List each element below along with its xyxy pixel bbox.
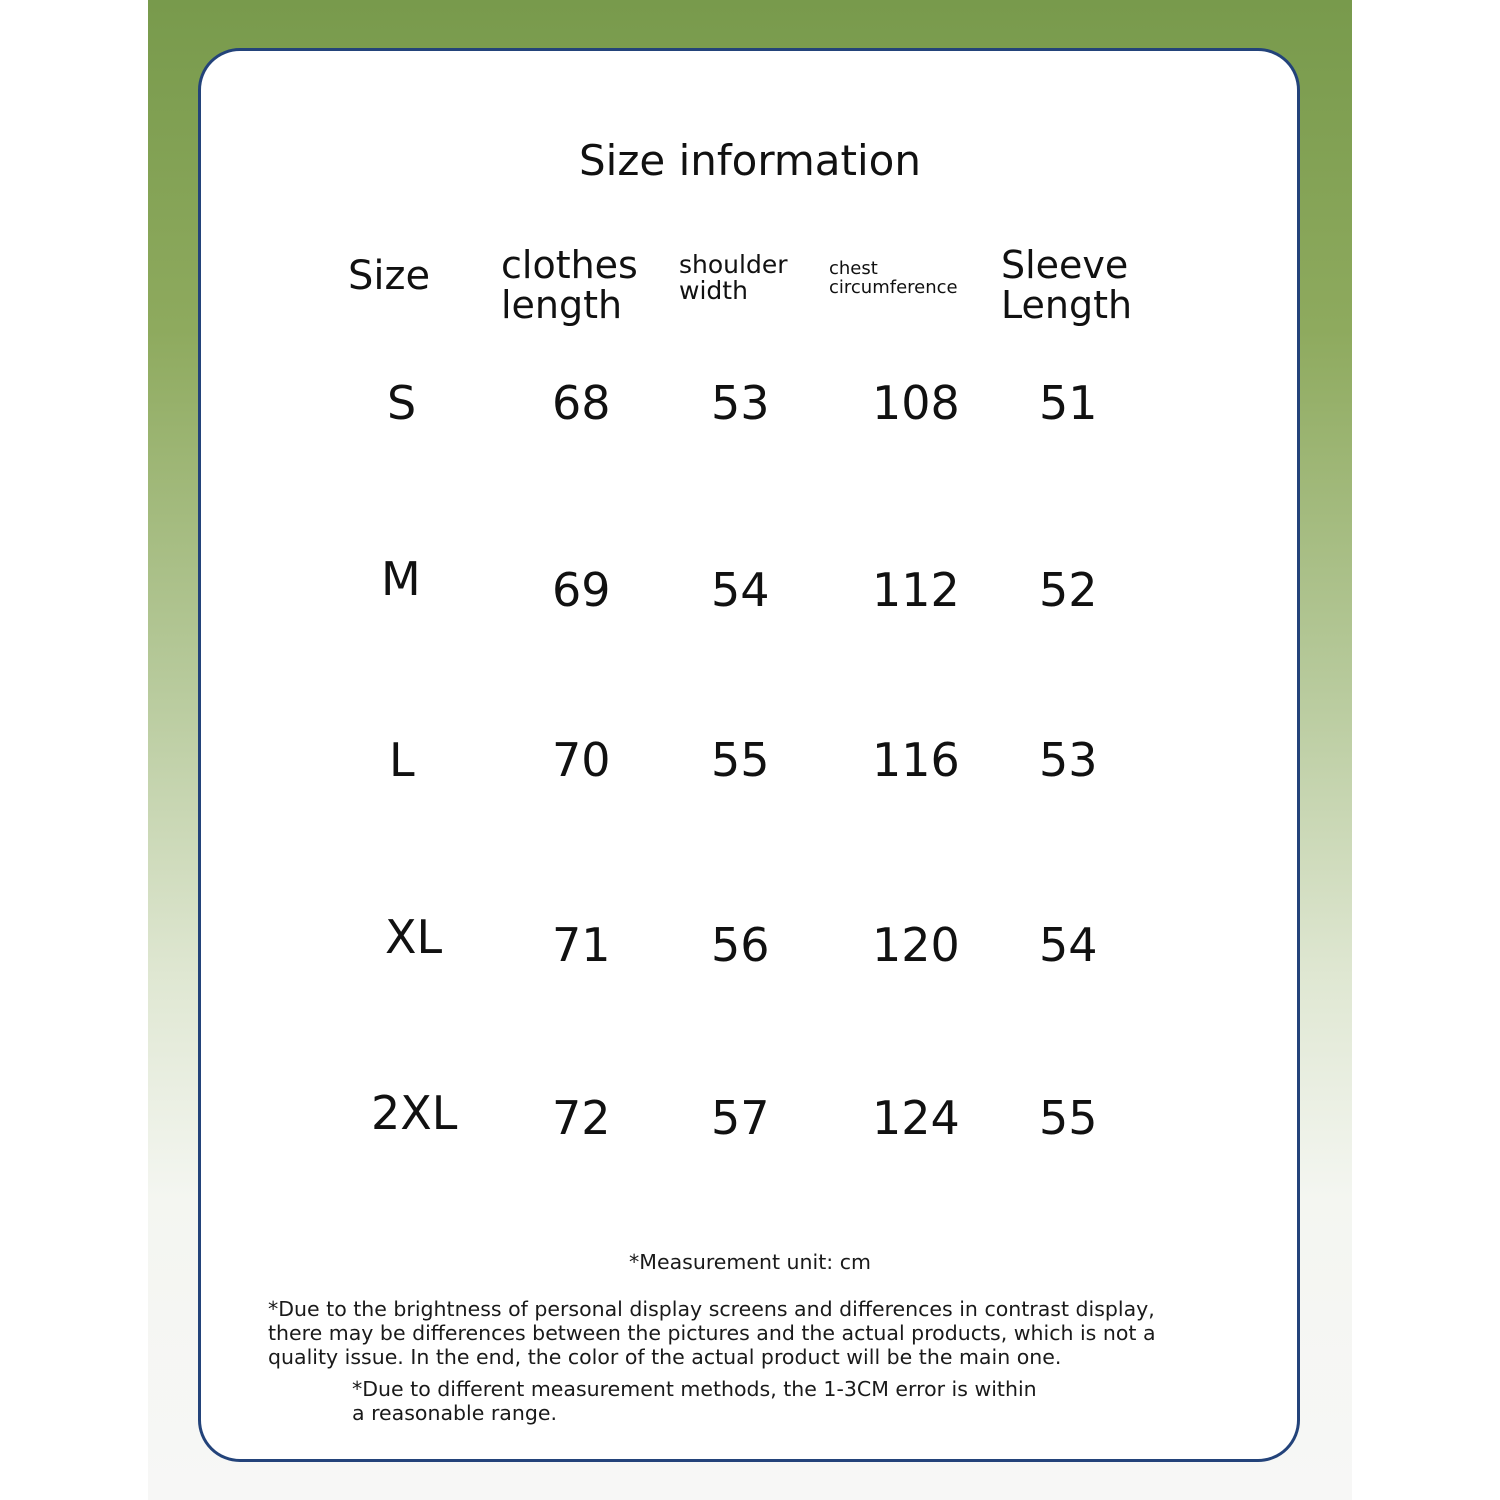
- measurement-error-note: *Due to different measurement methods, the 1-3CM error is within a reasonable range.: [352, 1377, 1037, 1425]
- row-s-sleeve: 51: [1039, 376, 1098, 430]
- row-xl-chest: 120: [872, 918, 960, 972]
- header-clothes-length: clothes length: [501, 243, 638, 327]
- header-shoulder-width: shoulder width: [679, 250, 788, 306]
- row-s-shoulder: 53: [711, 376, 770, 430]
- row-l-size: L: [389, 733, 415, 787]
- display-disclaimer-note: *Due to the brightness of personal display screens and differences in contrast display, there may be differences between the pictures and the actual products, which is not a quality issue. In the end, the color of the actual product will be the main one.: [268, 1297, 1156, 1369]
- row-s-chest: 108: [872, 376, 960, 430]
- measurement-unit-note: *Measurement unit: cm: [629, 1250, 871, 1274]
- row-m-length: 69: [552, 563, 611, 617]
- row-s-length: 68: [552, 376, 611, 430]
- row-2xl-shoulder: 57: [711, 1091, 770, 1145]
- row-s-size: S: [387, 376, 417, 430]
- row-xl-sleeve: 54: [1039, 918, 1098, 972]
- row-m-size: M: [381, 552, 421, 606]
- row-xl-shoulder: 56: [711, 918, 770, 972]
- row-2xl-chest: 124: [872, 1091, 960, 1145]
- row-2xl-sleeve: 55: [1039, 1091, 1098, 1145]
- row-2xl-length: 72: [552, 1091, 611, 1145]
- header-size: Size: [348, 253, 431, 299]
- row-2xl-size: 2XL: [371, 1086, 458, 1140]
- row-m-shoulder: 54: [711, 563, 770, 617]
- row-l-sleeve: 53: [1039, 733, 1098, 787]
- row-xl-length: 71: [552, 918, 611, 972]
- row-m-chest: 112: [872, 563, 960, 617]
- row-l-chest: 116: [872, 733, 960, 787]
- page-title: Size information: [579, 136, 921, 185]
- row-xl-size: XL: [385, 910, 443, 964]
- header-sleeve-length: Sleeve Length: [1001, 243, 1133, 327]
- row-l-length: 70: [552, 733, 611, 787]
- header-chest-circumference: chest circumference: [829, 258, 958, 298]
- row-m-sleeve: 52: [1039, 563, 1098, 617]
- row-l-shoulder: 55: [711, 733, 770, 787]
